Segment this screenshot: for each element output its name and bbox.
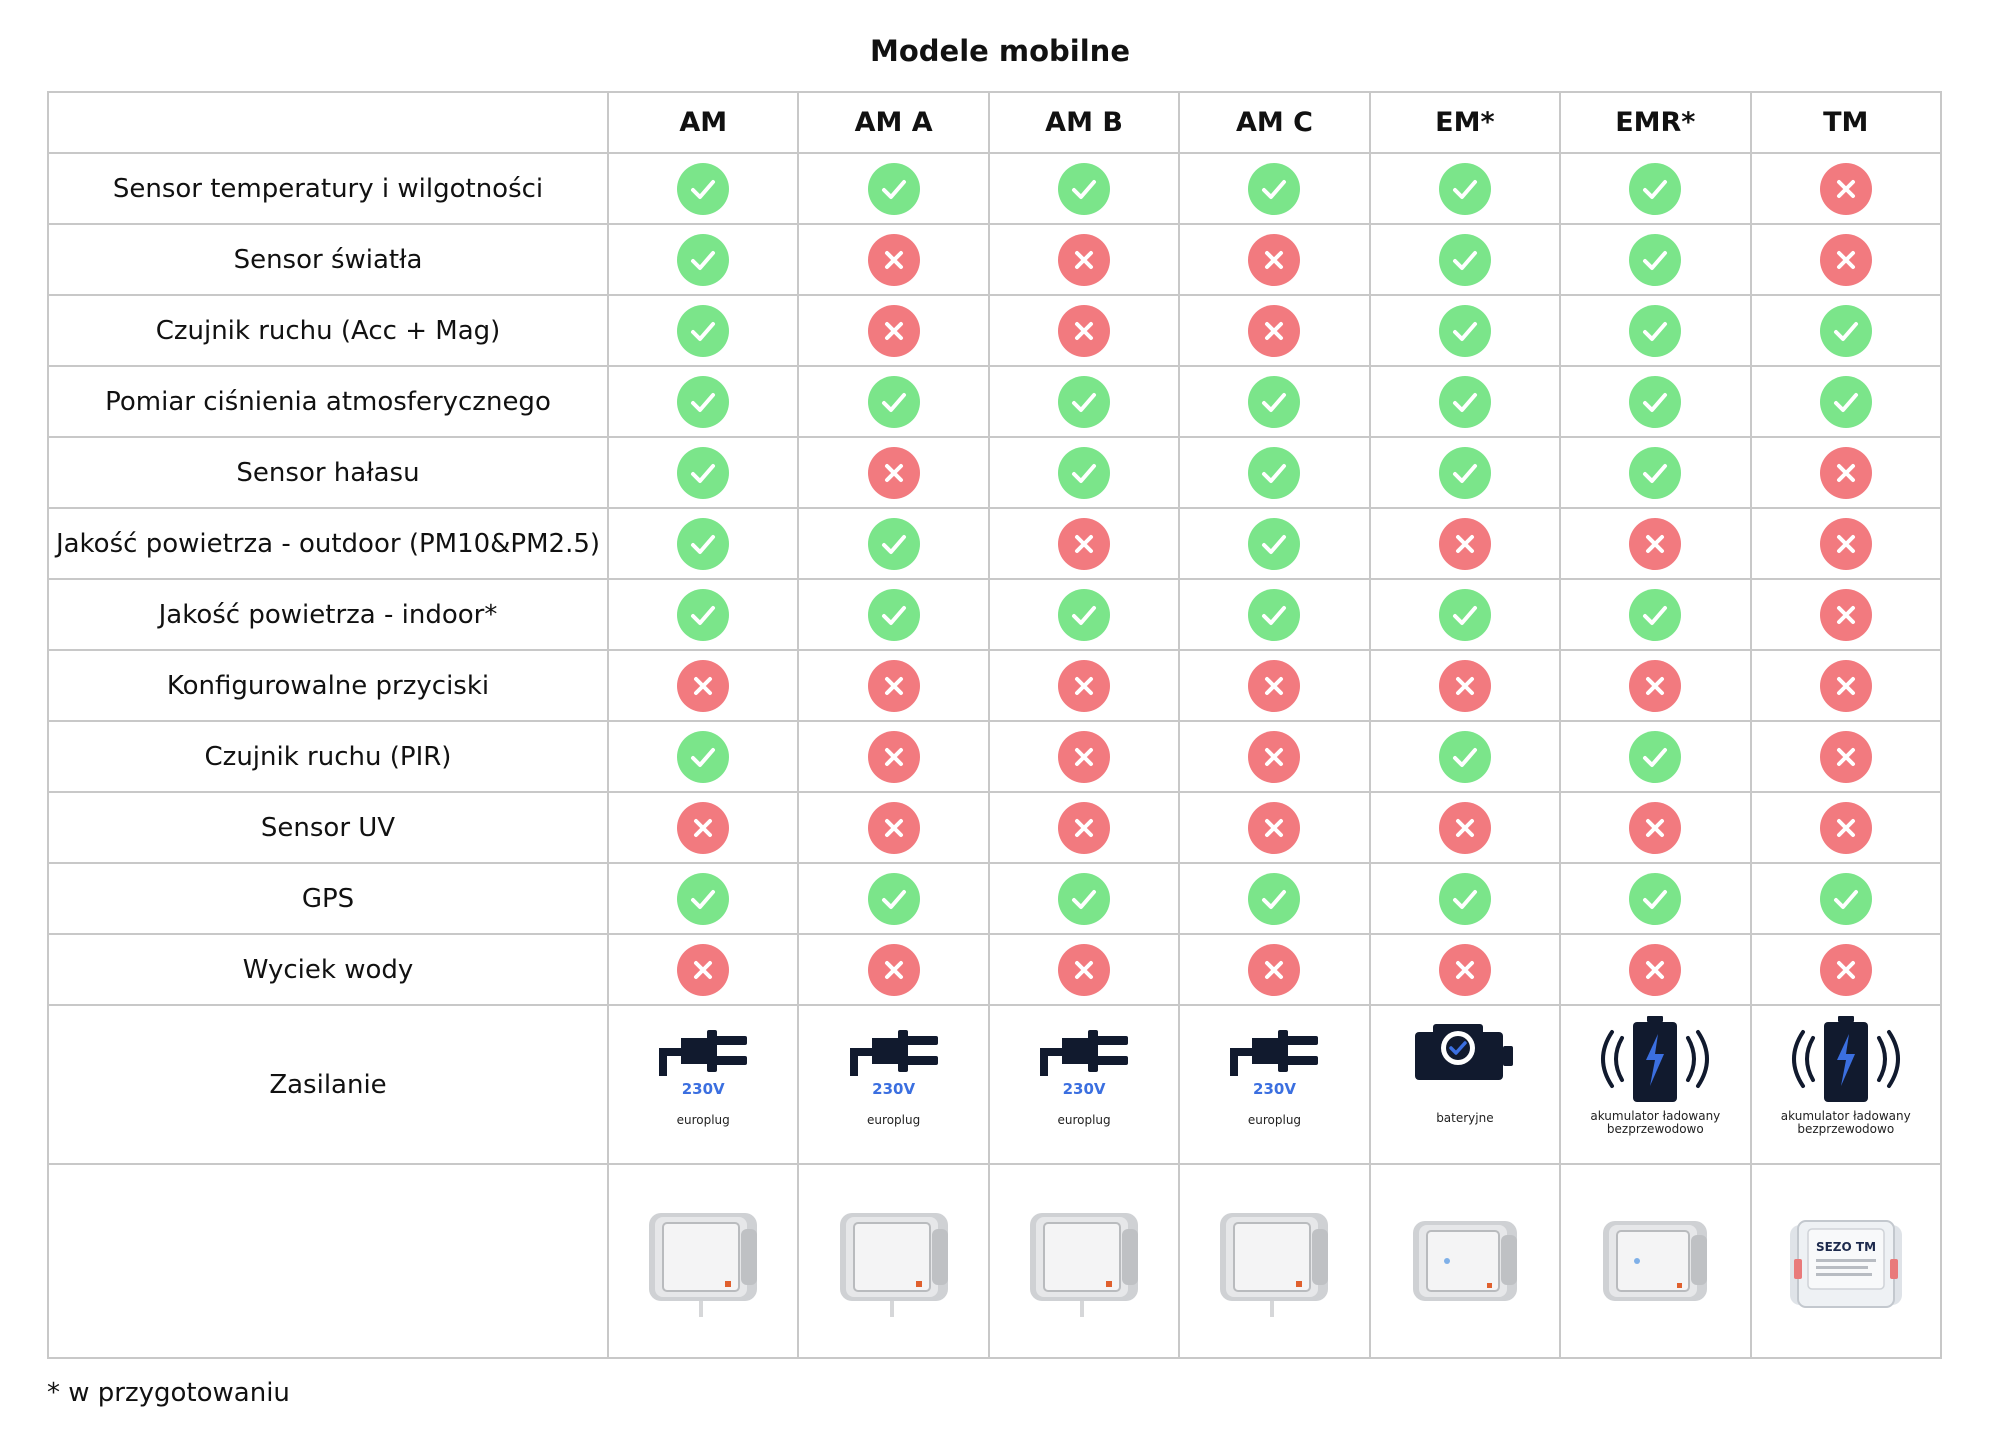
feature-value-cell (1370, 437, 1560, 508)
feature-value-cell (1370, 650, 1560, 721)
feature-value-cell (1751, 579, 1941, 650)
feature-value-cell (798, 508, 988, 579)
feature-row (48, 366, 1941, 437)
feature-label: Sensor UV (48, 792, 608, 863)
feature-value-cell (798, 863, 988, 934)
feature-value-cell (1751, 437, 1941, 508)
feature-row (48, 153, 1941, 224)
feature-value-cell (1179, 224, 1369, 295)
check-icon (1248, 447, 1300, 499)
feature-value-cell (1560, 366, 1750, 437)
feature-row (48, 721, 1941, 792)
cross-icon (677, 802, 729, 854)
feature-value-cell (1751, 934, 1941, 1005)
device-cell (1560, 1164, 1750, 1358)
feature-row (48, 792, 1941, 863)
cross-icon (1820, 944, 1872, 996)
check-icon (1629, 731, 1681, 783)
check-icon (1439, 234, 1491, 286)
check-icon (1629, 589, 1681, 641)
wireless-battery-icon (1791, 1014, 1901, 1104)
device-cell (1370, 1164, 1560, 1358)
check-icon (1439, 589, 1491, 641)
check-icon (1439, 731, 1491, 783)
power-cell (989, 1005, 1179, 1164)
cross-icon (1248, 660, 1300, 712)
check-icon (1629, 376, 1681, 428)
feature-value-cell (1751, 224, 1941, 295)
device-images-label-cell (48, 1164, 608, 1358)
check-icon (677, 518, 729, 570)
feature-value-cell (1560, 508, 1750, 579)
plug-icon (1036, 1020, 1132, 1078)
feature-label: Pomiar ciśnienia atmosferycznego (48, 366, 608, 437)
power-caption: bateryjne (1436, 1111, 1494, 1125)
feature-value-cell (989, 508, 1179, 579)
footnote: * w przygotowaniu (47, 1378, 290, 1408)
check-icon (1439, 305, 1491, 357)
cross-icon (1820, 660, 1872, 712)
feature-value-cell (798, 437, 988, 508)
feature-label: Konfigurowalne przyciski (48, 650, 608, 721)
voltage-label: 230V (1253, 1080, 1296, 1098)
feature-row (48, 295, 1941, 366)
feature-value-cell (798, 224, 988, 295)
check-icon (1439, 163, 1491, 215)
cross-icon (1629, 518, 1681, 570)
cross-icon (868, 944, 920, 996)
voltage-label: 230V (681, 1080, 725, 1098)
feature-value-cell (608, 792, 798, 863)
feature-value-cell (798, 721, 988, 792)
model-header-tm: TM (1751, 92, 1941, 153)
feature-value-cell (989, 650, 1179, 721)
cross-icon (1820, 163, 1872, 215)
check-icon (1058, 873, 1110, 925)
power-row (48, 1005, 1941, 1164)
model-header-am-c: AM C (1179, 92, 1369, 153)
device-am-image (641, 1199, 765, 1323)
cross-icon (868, 234, 920, 286)
cross-icon (1248, 305, 1300, 357)
wireless-battery-icon (1600, 1014, 1710, 1104)
cross-icon (868, 731, 920, 783)
feature-value-cell (1179, 508, 1369, 579)
cross-icon (868, 447, 920, 499)
cross-icon (1820, 589, 1872, 641)
cross-icon (1629, 802, 1681, 854)
feature-value-cell (798, 295, 988, 366)
feature-row (48, 934, 1941, 1005)
feature-label: Jakość powietrza - indoor* (48, 579, 608, 650)
check-icon (1248, 163, 1300, 215)
feature-value-cell (1751, 508, 1941, 579)
check-icon (1058, 163, 1110, 215)
feature-row (48, 579, 1941, 650)
check-icon (677, 163, 729, 215)
feature-value-cell (1370, 366, 1560, 437)
feature-value-cell (1751, 650, 1941, 721)
feature-label: Sensor temperatury i wilgotności (48, 153, 608, 224)
feature-label: Czujnik ruchu (Acc + Mag) (48, 295, 608, 366)
cross-icon (677, 944, 729, 996)
check-icon (1820, 873, 1872, 925)
cross-icon (1439, 944, 1491, 996)
feature-value-cell (608, 934, 798, 1005)
cross-icon (868, 305, 920, 357)
power-caption: europlug (676, 1113, 730, 1127)
check-icon (868, 518, 920, 570)
cross-icon (1248, 731, 1300, 783)
plug-icon (846, 1020, 942, 1078)
power-cell (1370, 1005, 1560, 1164)
feature-value-cell (989, 153, 1179, 224)
plug-icon (655, 1020, 751, 1078)
check-icon (868, 376, 920, 428)
feature-value-cell (798, 366, 988, 437)
power-row-label: Zasilanie (48, 1005, 608, 1164)
check-icon (677, 873, 729, 925)
feature-value-cell (1370, 153, 1560, 224)
feature-value-cell (1560, 934, 1750, 1005)
cross-icon (1058, 660, 1110, 712)
device-images-row (48, 1164, 1941, 1358)
device-cell (608, 1164, 798, 1358)
feature-rows (48, 153, 1941, 1005)
check-icon (868, 873, 920, 925)
power-caption: europlug (1057, 1113, 1111, 1127)
feature-value-cell (1370, 224, 1560, 295)
check-icon (868, 589, 920, 641)
cross-icon (1058, 944, 1110, 996)
check-icon (1058, 589, 1110, 641)
device-cell (798, 1164, 988, 1358)
check-icon (1058, 447, 1110, 499)
feature-label: Sensor światła (48, 224, 608, 295)
cross-icon (677, 660, 729, 712)
model-header-am: AM (608, 92, 798, 153)
feature-label: Jakość powietrza - outdoor (PM10&PM2.5) (48, 508, 608, 579)
feature-label: Wyciek wody (48, 934, 608, 1005)
feature-value-cell (608, 650, 798, 721)
feature-value-cell (608, 224, 798, 295)
feature-value-cell (1370, 579, 1560, 650)
power-cell (798, 1005, 988, 1164)
feature-value-cell (608, 295, 798, 366)
feature-value-cell (1179, 366, 1369, 437)
check-icon (1820, 305, 1872, 357)
check-icon (677, 376, 729, 428)
device-tm-image (1784, 1199, 1908, 1323)
feature-value-cell (1370, 295, 1560, 366)
cross-icon (1820, 234, 1872, 286)
power-caption: europlug (867, 1113, 921, 1127)
feature-value-cell (798, 934, 988, 1005)
feature-value-cell (798, 153, 988, 224)
check-icon (677, 731, 729, 783)
feature-value-cell (608, 579, 798, 650)
power-caption: akumulator ładowany (1780, 1109, 1911, 1123)
cross-icon (1058, 305, 1110, 357)
cross-icon (1248, 802, 1300, 854)
model-header-am-b: AM B (989, 92, 1179, 153)
feature-value-cell (608, 437, 798, 508)
feature-value-cell (1560, 721, 1750, 792)
device-am-image (832, 1199, 956, 1323)
cross-icon (1058, 731, 1110, 783)
voltage-label: 230V (1062, 1080, 1106, 1098)
feature-value-cell (1179, 579, 1369, 650)
feature-value-cell (1179, 295, 1369, 366)
feature-label: Sensor hałasu (48, 437, 608, 508)
power-cell (1751, 1005, 1941, 1164)
power-caption-line2: bezprzewodowo (1797, 1122, 1895, 1136)
feature-value-cell (989, 792, 1179, 863)
check-icon (1629, 873, 1681, 925)
cross-icon (1058, 518, 1110, 570)
device-am-image (1022, 1199, 1146, 1323)
feature-value-cell (798, 579, 988, 650)
feature-value-cell (1560, 579, 1750, 650)
feature-value-cell (1179, 863, 1369, 934)
feature-value-cell (1751, 153, 1941, 224)
feature-value-cell (1179, 153, 1369, 224)
feature-value-cell (608, 508, 798, 579)
device-em-image (1593, 1199, 1717, 1323)
feature-value-cell (989, 579, 1179, 650)
power-caption-line2: bezprzewodowo (1606, 1122, 1704, 1136)
feature-value-cell (1751, 366, 1941, 437)
feature-value-cell (1370, 508, 1560, 579)
device-em-image (1403, 1199, 1527, 1323)
cross-icon (1629, 944, 1681, 996)
cross-icon (1058, 234, 1110, 286)
model-header-em: EM* (1370, 92, 1560, 153)
power-cell (608, 1005, 798, 1164)
feature-value-cell (1751, 792, 1941, 863)
cross-icon (1820, 802, 1872, 854)
check-icon (677, 589, 729, 641)
feature-value-cell (1370, 863, 1560, 934)
tm-logo-text: SEZO TM (1815, 1240, 1876, 1254)
check-icon (1248, 518, 1300, 570)
feature-value-cell (1560, 437, 1750, 508)
device-am-image (1212, 1199, 1336, 1323)
check-icon (868, 163, 920, 215)
cross-icon (1439, 802, 1491, 854)
feature-value-cell (989, 224, 1179, 295)
feature-row (48, 508, 1941, 579)
check-icon (1439, 873, 1491, 925)
cross-icon (1248, 234, 1300, 286)
cross-icon (1820, 731, 1872, 783)
feature-value-cell (1179, 437, 1369, 508)
feature-value-cell (1560, 792, 1750, 863)
feature-value-cell (798, 650, 988, 721)
check-icon (1248, 873, 1300, 925)
check-icon (677, 234, 729, 286)
check-icon (1439, 376, 1491, 428)
power-cell (1179, 1005, 1369, 1164)
feature-label: Czujnik ruchu (PIR) (48, 721, 608, 792)
check-icon (1629, 163, 1681, 215)
feature-value-cell (1751, 721, 1941, 792)
voltage-label: 230V (872, 1080, 916, 1098)
feature-value-cell (989, 863, 1179, 934)
cross-icon (1439, 518, 1491, 570)
cross-icon (868, 660, 920, 712)
power-caption: akumulator ładowany (1590, 1109, 1721, 1123)
check-icon (1820, 376, 1872, 428)
feature-value-cell (989, 437, 1179, 508)
check-icon (1248, 376, 1300, 428)
check-icon (1439, 447, 1491, 499)
check-icon (1629, 447, 1681, 499)
feature-value-cell (1179, 934, 1369, 1005)
feature-value-cell (608, 721, 798, 792)
device-cell (1179, 1164, 1369, 1358)
feature-value-cell (608, 153, 798, 224)
cross-icon (1058, 802, 1110, 854)
comparison-table (47, 91, 1942, 1359)
feature-value-cell (1560, 650, 1750, 721)
cross-icon (868, 802, 920, 854)
feature-value-cell (1179, 792, 1369, 863)
feature-value-cell (1560, 863, 1750, 934)
power-cell (1560, 1005, 1750, 1164)
feature-value-cell (989, 295, 1179, 366)
plug-icon (1226, 1020, 1322, 1078)
feature-value-cell (1560, 295, 1750, 366)
feature-value-cell (1560, 224, 1750, 295)
feature-value-cell (798, 792, 988, 863)
battery-icon (1413, 1020, 1517, 1084)
device-cell (989, 1164, 1179, 1358)
feature-value-cell (1179, 721, 1369, 792)
feature-value-cell (1370, 792, 1560, 863)
check-icon (677, 447, 729, 499)
feature-value-cell (1370, 934, 1560, 1005)
feature-value-cell (989, 721, 1179, 792)
check-icon (1248, 589, 1300, 641)
feature-value-cell (1179, 650, 1369, 721)
device-cell (1751, 1164, 1941, 1358)
feature-value-cell (1370, 721, 1560, 792)
cross-icon (1820, 447, 1872, 499)
cross-icon (1248, 944, 1300, 996)
feature-label: GPS (48, 863, 608, 934)
check-icon (677, 305, 729, 357)
feature-value-cell (1751, 863, 1941, 934)
feature-value-cell (989, 934, 1179, 1005)
model-header-am-a: AM A (798, 92, 988, 153)
feature-value-cell (608, 863, 798, 934)
feature-row (48, 437, 1941, 508)
feature-value-cell (989, 366, 1179, 437)
page-title: Modele mobilne (869, 34, 1130, 68)
feature-value-cell (1751, 295, 1941, 366)
cross-icon (1820, 518, 1872, 570)
cross-icon (1629, 660, 1681, 712)
power-caption: europlug (1247, 1113, 1302, 1127)
model-header-emr: EMR* (1560, 92, 1750, 153)
feature-value-cell (1560, 153, 1750, 224)
feature-value-cell (608, 366, 798, 437)
feature-row (48, 650, 1941, 721)
header-corner-cell (48, 92, 608, 153)
feature-row (48, 224, 1941, 295)
check-icon (1629, 305, 1681, 357)
check-icon (1629, 234, 1681, 286)
header-row (48, 92, 1941, 153)
feature-row (48, 863, 1941, 934)
cross-icon (1439, 660, 1491, 712)
check-icon (1058, 376, 1110, 428)
